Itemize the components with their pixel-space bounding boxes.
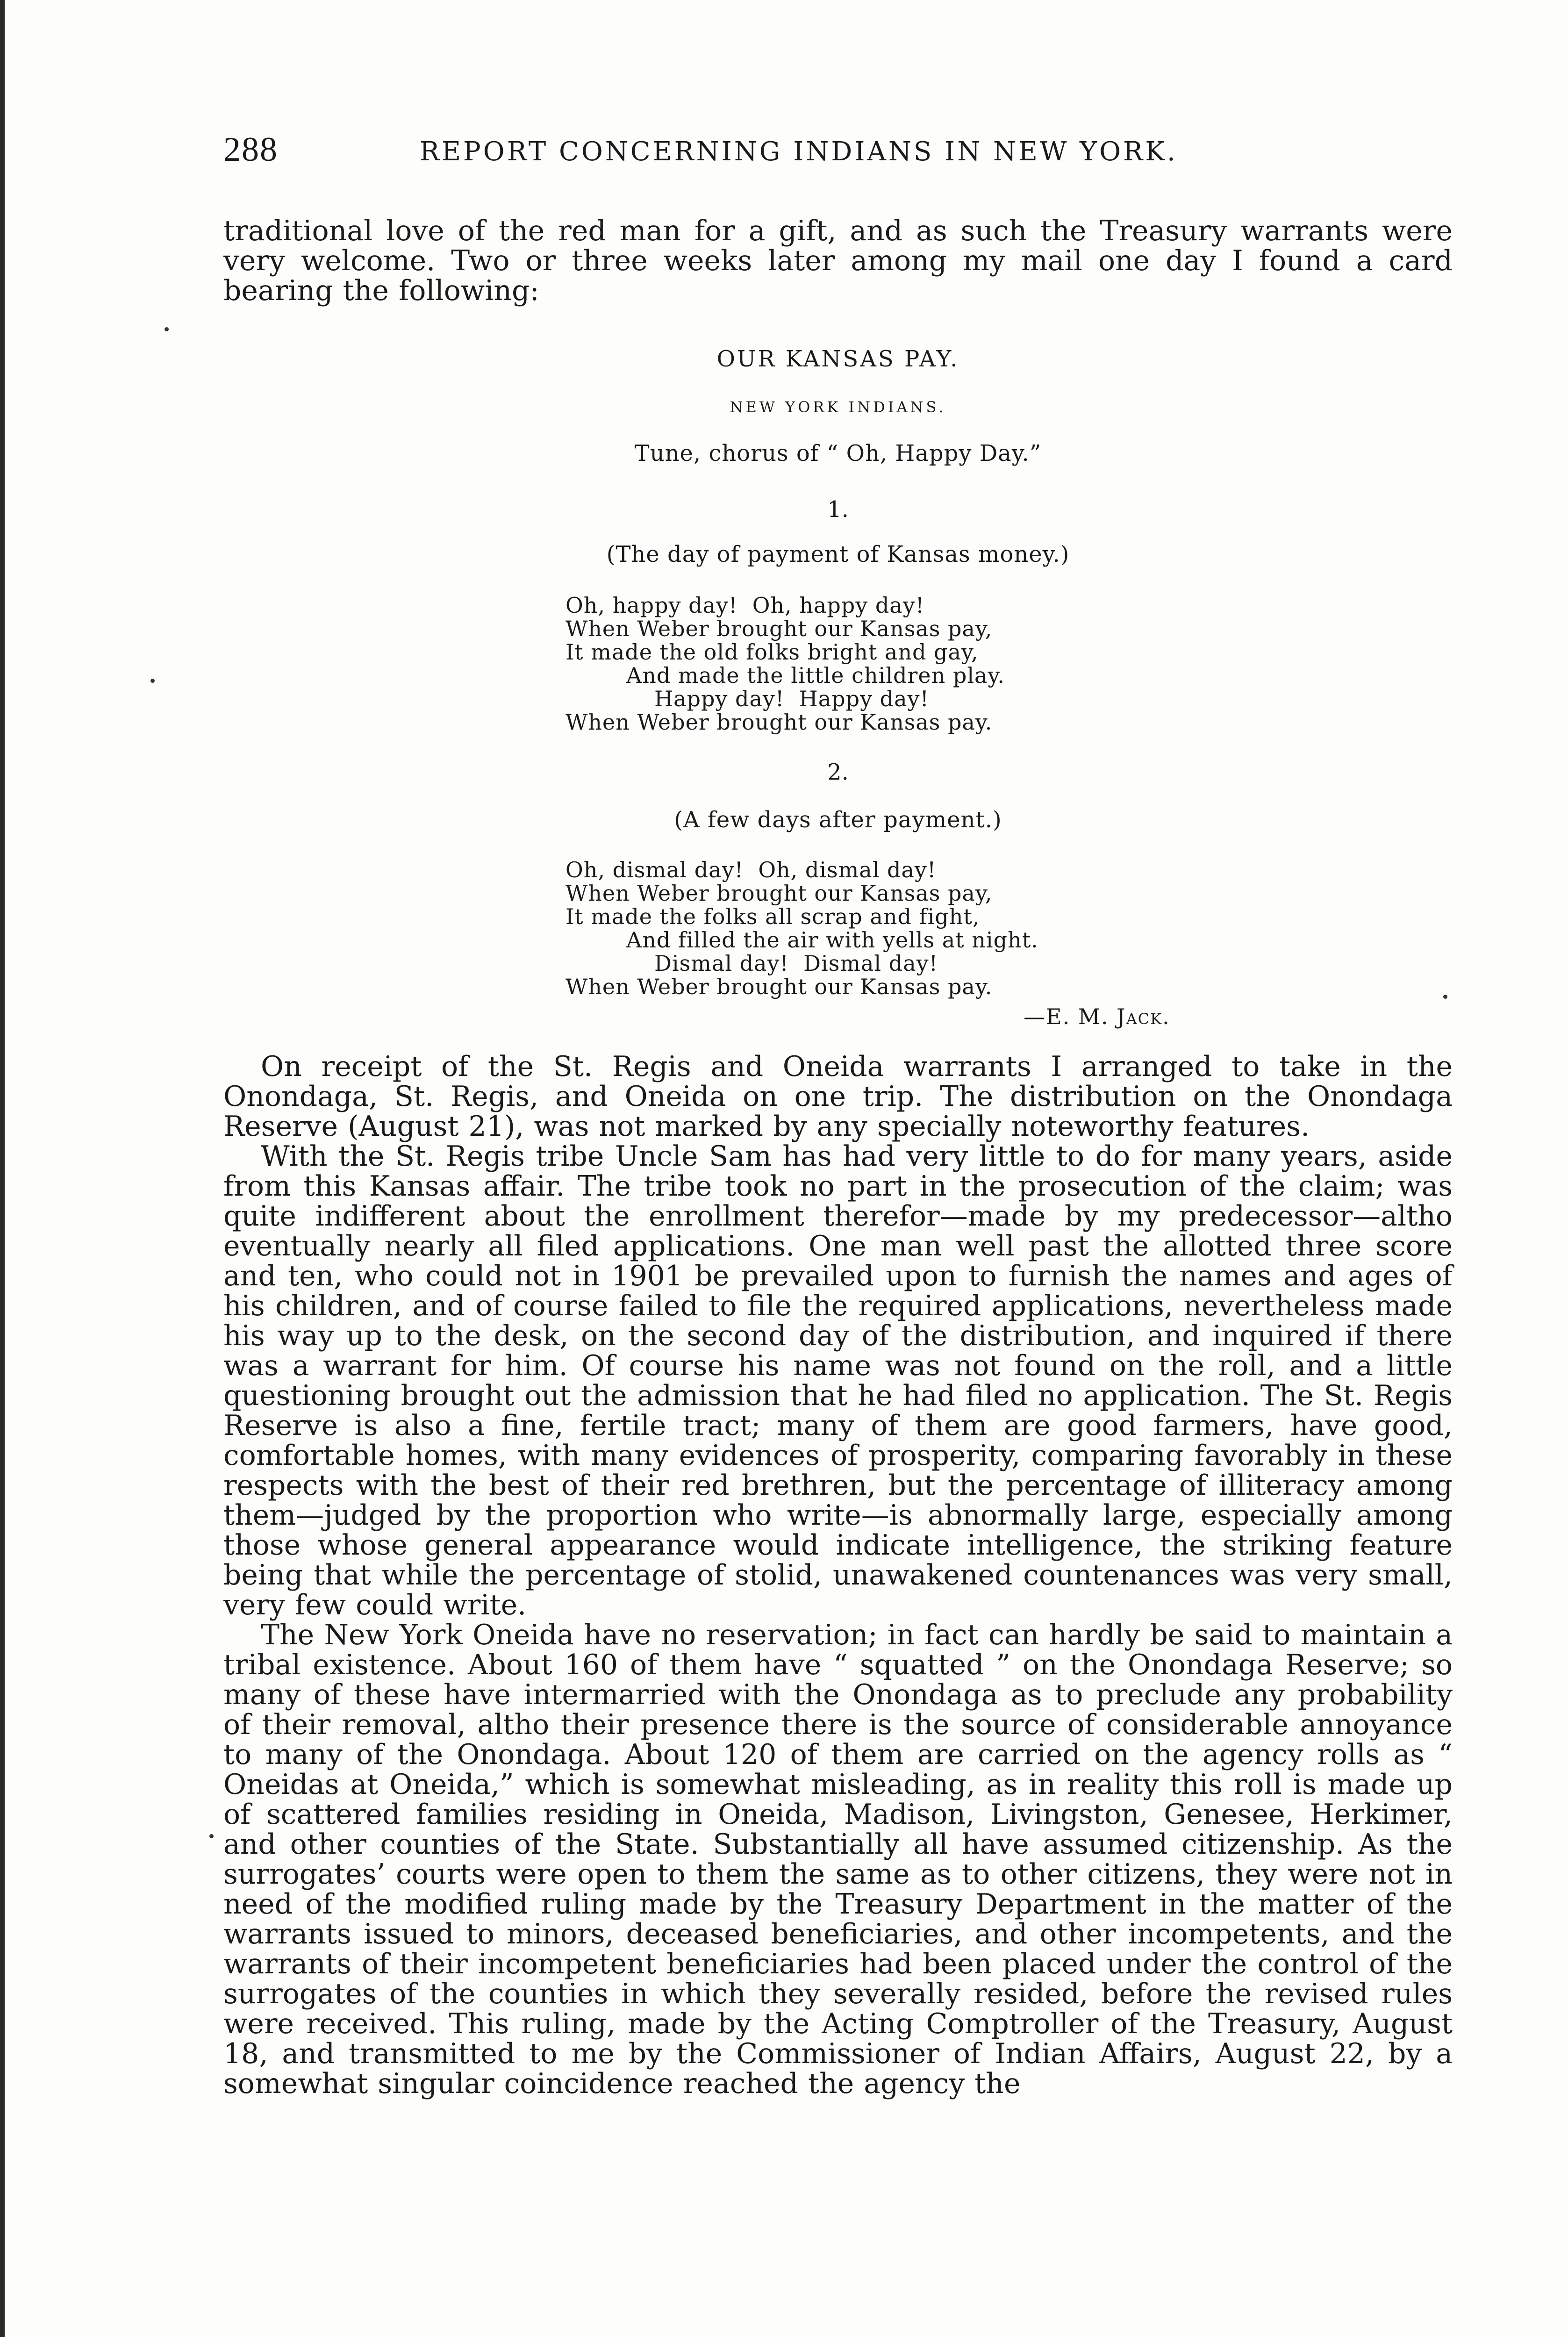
verse-line: It made the old folks bright and gay, [566, 639, 979, 665]
paragraph: On receipt of the St. Regis and Oneida warrants I arranged to take in the Onondaga, St. Regis, and Oneida on one trip. The distribution on the Onondaga Reserve (August 21), was not marked by any specially noteworthy features. [223, 1050, 1453, 1143]
verse-line: When Weber brought our Kansas pay. [566, 974, 993, 999]
stanza-verse [566, 594, 1005, 734]
poem-signature [1024, 1004, 1170, 1029]
stanza-number: 1. [827, 496, 849, 523]
scan-speck [1443, 995, 1447, 999]
intro-paragraph [223, 216, 1453, 306]
paragraph: traditional love of the red man for a gift, and as such the Treasury warrants were very welcome. Two or three weeks later among my mail one day I found a card bearing the following: [223, 215, 1453, 307]
verse-line: It made the folks all scrap and fight, [566, 904, 980, 929]
verse-line: And filled the air with yells at night. [626, 927, 1038, 953]
scan-speck [165, 327, 169, 331]
signature-surname: Jack. [1117, 1004, 1170, 1029]
poem-subtitle: NEW YORK INDIANS. [730, 398, 946, 416]
scan-edge-left [0, 0, 5, 2337]
page-number: 288 [223, 130, 278, 169]
stanza-verse [566, 858, 1038, 998]
scan-speck [209, 1834, 214, 1838]
verse-line: Dismal day! Dismal day! [654, 951, 938, 976]
stanza-note: (A few days after payment.) [674, 807, 1002, 833]
poem-title: OUR KANSAS PAY. [716, 346, 959, 372]
verse-line: Oh, happy day! Oh, happy day! [566, 593, 925, 618]
verse-line: And made the little children play. [626, 663, 1005, 688]
verse-line: Happy day! Happy day! [654, 686, 930, 711]
paragraph: With the St. Regis tribe Uncle Sam has had very little to do for many years, aside from this Kansas affair. The tribe took no part in the prosecution of the claim; was quite indifferent about the enrollment therefor—made by my predecessor—altho eventually nearly all filed applications. One man well past the allotted three score and ten, who could not in 1901 be prevailed upon to furnish the names and ages of his children, and of course failed to file the required applications, nevertheless made his way up to the desk, on the second day of the distribution, and inquired if there was a warrant for him. Of course his name was not found on the roll, and a little questioning brought out the admission that he had filed no application. The St. Regis Reserve is also a fine, fertile tract; many of them are good farmers, have good, comfortable homes, with many evidences of prosperity, comparing favorably in these respects with the best of their red brethren, but the percentage of illiteracy among them—judged by the proportion who write—is abnormally large, especially among those whose general appearance would indicate intelligence, the striking feature being that while the percentage of stolid, unawakened countenances was very small, very few could write. [223, 1140, 1453, 1621]
scan-speck [150, 679, 155, 683]
signature-prefix: —E. M. [1024, 1004, 1117, 1029]
page-header [223, 130, 1252, 177]
stanza-number: 2. [827, 759, 849, 785]
verse-line: When Weber brought our Kansas pay, [566, 881, 993, 906]
poem-tune-note: Tune, chorus of “ Oh, Happy Day.” [634, 440, 1042, 466]
verse-line: When Weber brought our Kansas pay. [566, 710, 993, 735]
body-text [223, 1052, 1453, 2099]
paragraph: The New York Oneida have no reservation; in fact can hardly be said to maintain a tribal existence. About 160 of them have “ squatted ” on the Onondaga Reserve; so many of these have intermarried with the Onondaga as to preclude any probability of their removal, altho their presence there is the source of considerable annoyance to many of the Onondaga. About 120 of them are carried on the agency rolls as “ Oneidas at Oneida,” which is somewhat misleading, as in reality this roll is made up of scattered families residing in Oneida, Madison, Livingston, Genesee, Herkimer, and other counties of the State. Substantially all have assumed citizenship. As the surrogates’ courts were open to them the same as to other citizens, they were not in need of the modified ruling made by the Treasury Department in the matter of the warrants issued to minors, deceased beneficiaries, and other incompetents, and the warrants of their incompetent beneficiaries had been placed under the control of the surrogates of the counties in which they severally resided, before the revised rules were received. This ruling, made by the Acting Comptroller of the Treasury, August 18, and transmitted to me by the Commissioner of Indian Affairs, August 22, by a somewhat singular coincidence reached the agency the [223, 1619, 1453, 2100]
verse-line: Oh, dismal day! Oh, dismal day! [566, 857, 937, 882]
running-title: REPORT CONCERNING INDIANS IN NEW YORK. [420, 136, 1178, 167]
stanza-note: (The day of payment of Kansas money.) [606, 541, 1070, 567]
verse-line: When Weber brought our Kansas pay, [566, 616, 993, 641]
